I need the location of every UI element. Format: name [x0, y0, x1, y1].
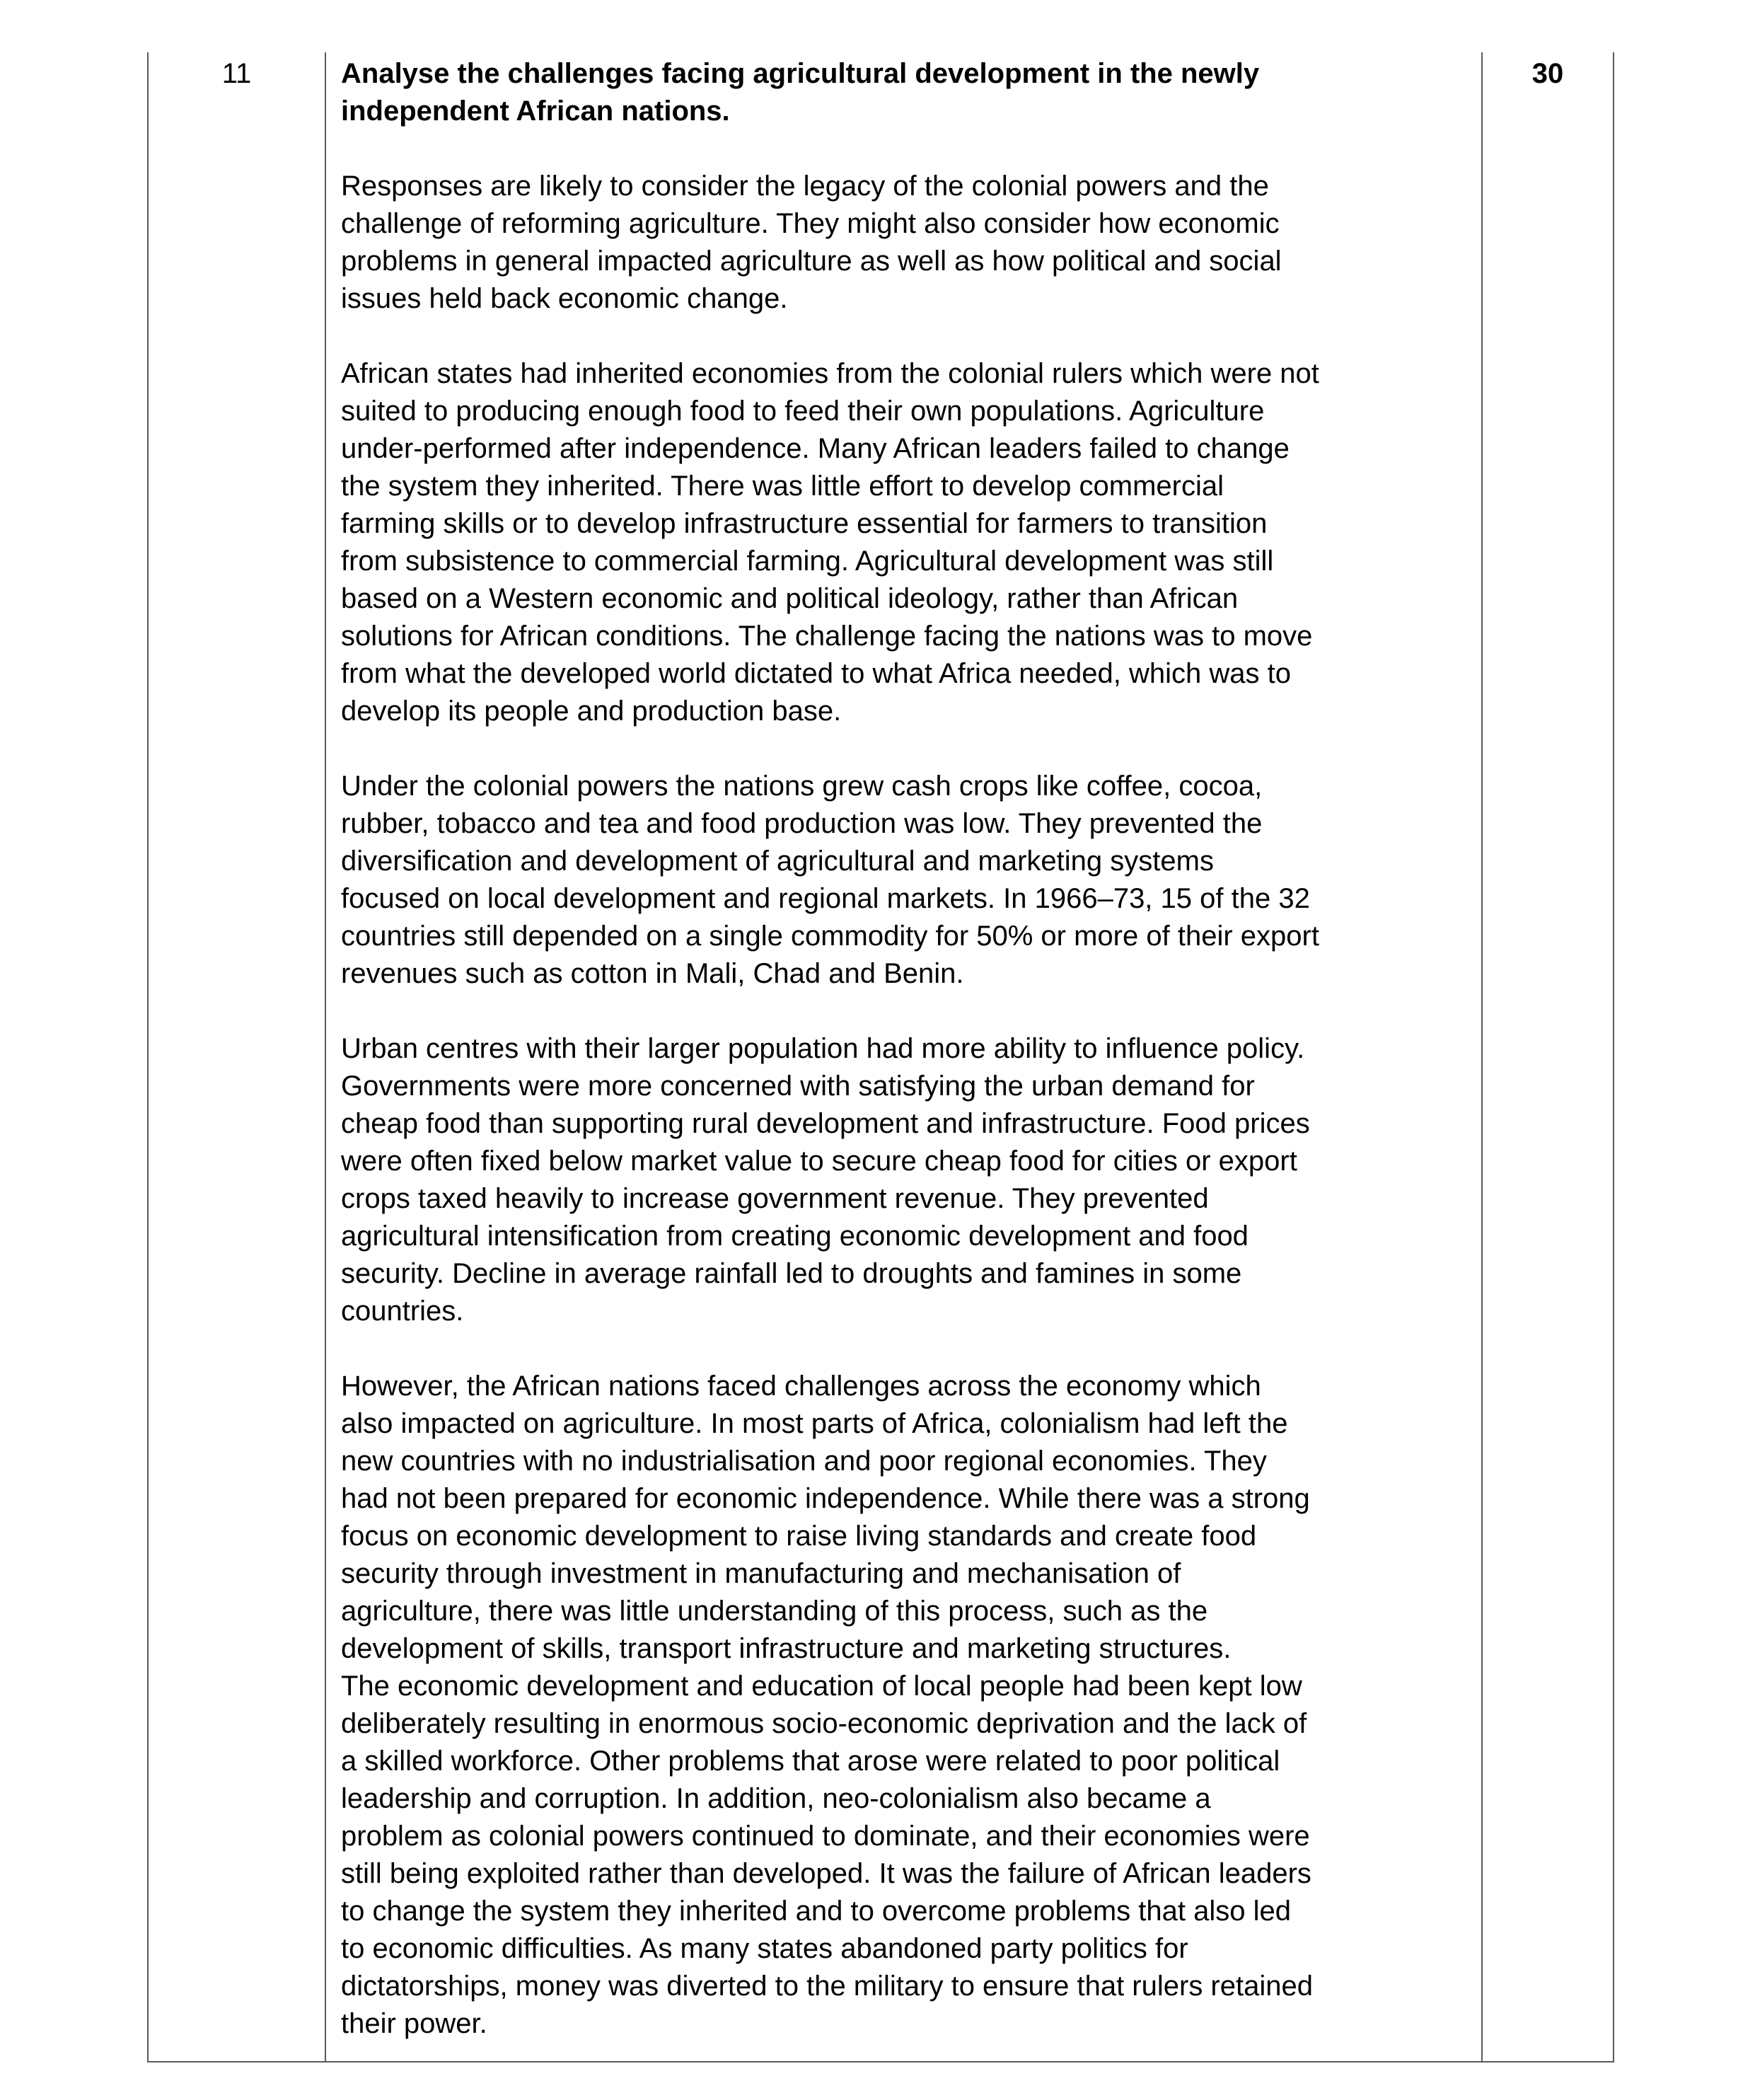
text-line: focused on local development and regional markets. In 1966–73, 15 of the 32 [341, 883, 1310, 914]
text-line: under-performed after independence. Many African leaders failed to change [341, 433, 1290, 464]
text-line: farming skills or to develop infrastructure essential for farmers to transition [341, 508, 1268, 539]
text-line: based on a Western economic and political ideology, rather than African [341, 583, 1239, 614]
text-line: The economic development and education of local people had been kept low [341, 1671, 1302, 1702]
text-line: However, the African nations faced challenges across the economy which [341, 1371, 1261, 1402]
paragraph-education-and-leadership [341, 1668, 1480, 2043]
column-divider [1481, 52, 1483, 2061]
marks-value: 30 [1531, 58, 1564, 89]
text-line: their power. [341, 2008, 487, 2039]
text-line: Under the colonial powers the nations grew cash crops like coffee, cocoa, [341, 771, 1263, 802]
answer-content [341, 55, 1480, 2043]
text-line: from what the developed world dictated to what Africa needed, which was to [341, 658, 1291, 689]
text-line: Governments were more concerned with satisfying the urban demand for [341, 1071, 1255, 1102]
text-line: crops taxed heavily to increase government revenue. They prevented [341, 1183, 1209, 1214]
text-line: to economic difficulties. As many states abandoned party politics for [341, 1933, 1188, 1964]
text-line: were often fixed below market value to secure cheap food for cities or export [341, 1146, 1297, 1177]
text-line: rubber, tobacco and tea and food production was low. They prevented the [341, 808, 1263, 839]
text-line: focus on economic development to raise living standards and create food [341, 1521, 1257, 1552]
text-line: solutions for African conditions. The challenge facing the nations was to move [341, 621, 1313, 652]
text-line: had not been prepared for economic independence. While there was a strong [341, 1483, 1310, 1514]
paragraph-overview [341, 168, 1480, 318]
text-line: still being exploited rather than developed. It was the failure of African leaders [341, 1858, 1311, 1889]
text-line: security through investment in manufacturing and mechanisation of [341, 1558, 1181, 1589]
text-line: challenge of reforming agriculture. They might also consider how economic [341, 208, 1280, 239]
text-line: countries still depended on a single commodity for 50% or more of their export [341, 921, 1319, 952]
text-line: cheap food than supporting rural development and infrastructure. Food prices [341, 1108, 1310, 1139]
text-line: also impacted on agriculture. In most parts of Africa, colonialism had left the [341, 1408, 1288, 1439]
text-line: countries. [341, 1296, 464, 1327]
text-line: dictatorships, money was diverted to the military to ensure that rulers retained [341, 1971, 1313, 2002]
text-line: Urban centres with their larger population had more ability to influence policy. [341, 1033, 1305, 1064]
text-line: to change the system they inherited and to overcome problems that also led [341, 1896, 1291, 1927]
question-number: 11 [221, 58, 252, 89]
text-line: diversification and development of agricultural and marketing systems [341, 846, 1214, 877]
question-title [341, 55, 1480, 130]
text-line: suited to producing enough food to feed their own populations. Agriculture [341, 396, 1265, 427]
paragraph-inherited-economies [341, 355, 1480, 730]
paragraph-urban-centres [341, 1030, 1480, 1330]
paragraph-cash-crops [341, 768, 1480, 993]
paragraph-economy-challenges [341, 1368, 1480, 1668]
text-line: develop its people and production base. [341, 696, 842, 727]
question-title-line: Analyse the challenges facing agricultural development in the newly [341, 58, 1260, 89]
text-line: new countries with no industrialisation and poor regional economies. They [341, 1446, 1267, 1477]
text-line: leadership and corruption. In addition, neo-colonialism also became a [341, 1783, 1211, 1814]
text-line: issues held back economic change. [341, 283, 788, 314]
text-line: agriculture, there was little understanding of this process, such as the [341, 1596, 1208, 1627]
text-line: the system they inherited. There was little effort to develop commercial [341, 471, 1224, 502]
text-line: from subsistence to commercial farming. Agricultural development was still [341, 546, 1274, 577]
text-line: problems in general impacted agriculture as well as how political and social [341, 246, 1282, 277]
text-line: deliberately resulting in enormous socio-economic deprivation and the lack of [341, 1708, 1307, 1739]
text-line: African states had inherited economies from the colonial rulers which were not [341, 358, 1319, 389]
text-line: Responses are likely to consider the legacy of the colonial powers and the [341, 171, 1269, 202]
text-line: problem as colonial powers continued to dominate, and their economies were [341, 1821, 1310, 1852]
mark-scheme-table [147, 52, 1614, 2062]
question-title-line: independent African nations. [341, 96, 730, 127]
column-divider [325, 52, 326, 2061]
text-line: a skilled workforce. Other problems that arose were related to poor political [341, 1746, 1280, 1777]
text-line: development of skills, transport infrastructure and marketing structures. [341, 1633, 1232, 1664]
text-line: revenues such as cotton in Mali, Chad and Benin. [341, 958, 964, 989]
text-line: security. Decline in average rainfall led to droughts and famines in some [341, 1258, 1242, 1289]
text-line: agricultural intensification from creating economic development and food [341, 1221, 1249, 1252]
